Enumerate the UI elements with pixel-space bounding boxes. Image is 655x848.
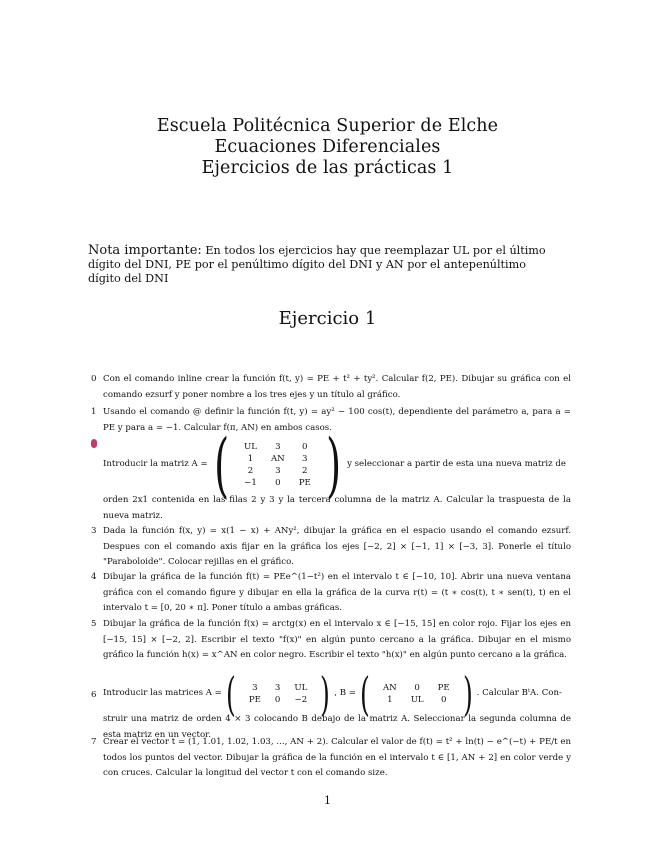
exercise-text: Dibujar la gráfica de la función f(x) = arctg(x) en el intervalo x ∈ [−15, 15] en color rojo. Fijar los ejes en [−15, 15] × [−2, 2]. Escribir el texto "f(x)" en algún punto cercano a la gráfica. Dibujar en el mismo gráfico la función h(x) = x^AN en color negro. Escribir el texto "h(x)" en algún punto cercano a la gráfica. <box>103 619 571 660</box>
exercise-text-pre: Introducir las matrices A = <box>103 688 222 699</box>
exercise-text: Dada la función f(x, y) = x(1 − x) + ANy², dibujar la gráfica en el espacio usando el comando ezsurf. Despues con el comando axis fijar en la gráfica los ejes [−2, 2] × [−1, 1] × [−3, 3]. Ponerle el título "Paraboloide". Colocar rejillas en el gráfico. <box>103 526 571 567</box>
exercise-text-rest: struir una matriz de orden 4 × 3 colocando B debajo de la matriz A. Seleccionar la segunda columna de esta matriz en un vector. <box>103 714 571 740</box>
exercise-text-post: . Calcular BᵗA. Con- <box>476 688 562 699</box>
matrix-cell: PE <box>298 478 311 488</box>
matrix-cell: PE <box>437 683 450 693</box>
exercise-text-post: y seleccionar a partir de esta una nueva matriz de <box>347 459 566 470</box>
note-label: Nota importante: <box>88 243 202 258</box>
matrix-a <box>237 441 318 489</box>
matrix-cell: AN <box>382 683 397 693</box>
matrix-cell: PE <box>248 695 261 705</box>
matrix-cell: 1 <box>247 454 254 464</box>
comment-marker-icon[interactable] <box>91 439 97 448</box>
school-title: Escuela Politécnica Superior de Elche <box>156 116 499 136</box>
matrix-cell: −2 <box>294 695 308 705</box>
exercise-number: 5 <box>91 619 97 629</box>
exercise-5 <box>91 617 571 664</box>
exercise-4 <box>91 570 571 617</box>
important-note <box>88 244 558 286</box>
left-paren: ( <box>360 667 370 721</box>
matrix-cell: UL <box>244 442 257 452</box>
title-block <box>0 116 655 179</box>
left-paren: ( <box>213 424 229 506</box>
exercise-7 <box>91 735 571 782</box>
matrix-cell: 0 <box>301 442 308 452</box>
exercise-6 <box>91 667 571 743</box>
matrix-cell: 3 <box>275 466 281 476</box>
matrix-cell: 3 <box>301 454 308 464</box>
exercise-text-pre: Introducir la matriz A = <box>103 459 208 470</box>
exercise-0 <box>91 372 571 403</box>
exercise-number: 1 <box>91 407 97 417</box>
matrix-b <box>376 682 457 706</box>
right-paren: ) <box>325 424 341 506</box>
matrix-cell: 3 <box>274 683 281 693</box>
exercise-text: Dibujar la gráfica de la función f(t) = PEe^(1−t²) en el intervalo t ∈ [−10, 10]. Abrir una nueva ventana gráfica con el comando figure y dibujar en ella la gráfica de la curva r(t) = (t ∗ cos(t), t ∗ sen(t), t) en el intervalo t = [0, 20 ∗ π]. Poner título a ambas gráficas. <box>103 572 571 613</box>
left-paren: ( <box>225 667 236 721</box>
exercise-text: Usando el comando @ definir la función f(t, y) = ay² − 100 cos(t), dependiente del parámetro a, para a = PE y para a = −1. Calcular f(π, AN) en ambos casos. <box>103 407 571 433</box>
note-text: En todos los ejercicios hay que reemplazar UL por el último dígito del DNI, PE por el penúltimo dígito del DNI y AN por el antepenúltimo dígito del DNI <box>88 244 546 285</box>
right-paren: ) <box>320 667 331 721</box>
exercise-number: 4 <box>91 572 97 582</box>
exercise-number: 7 <box>91 737 97 747</box>
course-title: Ecuaciones Diferenciales <box>214 137 441 157</box>
matrix-cell: −1 <box>244 478 257 488</box>
exercise-2 <box>91 424 571 524</box>
matrix-cell: 3 <box>275 442 281 452</box>
right-paren: ) <box>462 667 473 721</box>
matrix-cell: 0 <box>414 683 420 693</box>
matrix-cell: 2 <box>247 466 254 476</box>
matrix-cell: 2 <box>301 466 308 476</box>
matrix-cell: UL <box>294 683 308 693</box>
exercise-number: 6 <box>91 690 97 700</box>
matrix-cell: 0 <box>275 478 281 488</box>
document-title: Ejercicios de las prácticas 1 <box>201 158 454 178</box>
section-heading: Ejercicio 1 <box>278 308 377 329</box>
matrix-cell: 0 <box>440 695 447 705</box>
matrix-cell: AN <box>270 454 285 464</box>
matrix-cell: 1 <box>387 695 393 705</box>
matrix-cell: 3 <box>252 683 258 693</box>
exercise-text-rest: orden 2x1 contenida en las filas 2 y 3 y la tercera columna de la matriz A. Calcular la traspuesta de la nueva matriz. <box>103 495 571 521</box>
page-number: 1 <box>324 794 331 807</box>
exercise-text: Con el comando inline crear la función f(t, y) = PE + t² + ty². Calcular f(2, PE). Dibujar su gráfica con el comando ezsurf y poner nombre a los tres ejes y un título al gráfico. <box>103 374 571 400</box>
exercise-3 <box>91 524 571 571</box>
exercise-text-mid: , B = <box>334 688 356 699</box>
matrix-cell: UL <box>410 695 424 705</box>
matrix-cell: 0 <box>274 695 281 705</box>
exercise-number: 3 <box>91 526 97 536</box>
exercise-number: 0 <box>91 374 97 384</box>
exercise-text: Crear el vector t = (1, 1.01, 1.02, 1.03, ..., AN + 2). Calcular el valor de f(t) = t² + ln(t) − e^(−t) + PE/t en todos los puntos del vector. Dibujar la gráfica de la función en el intervalo t ∈ [1, AN + 2] en color verde y con cruces. Calcular la longitud del vector t con el comando size. <box>103 737 571 778</box>
matrix-a <box>242 682 314 706</box>
